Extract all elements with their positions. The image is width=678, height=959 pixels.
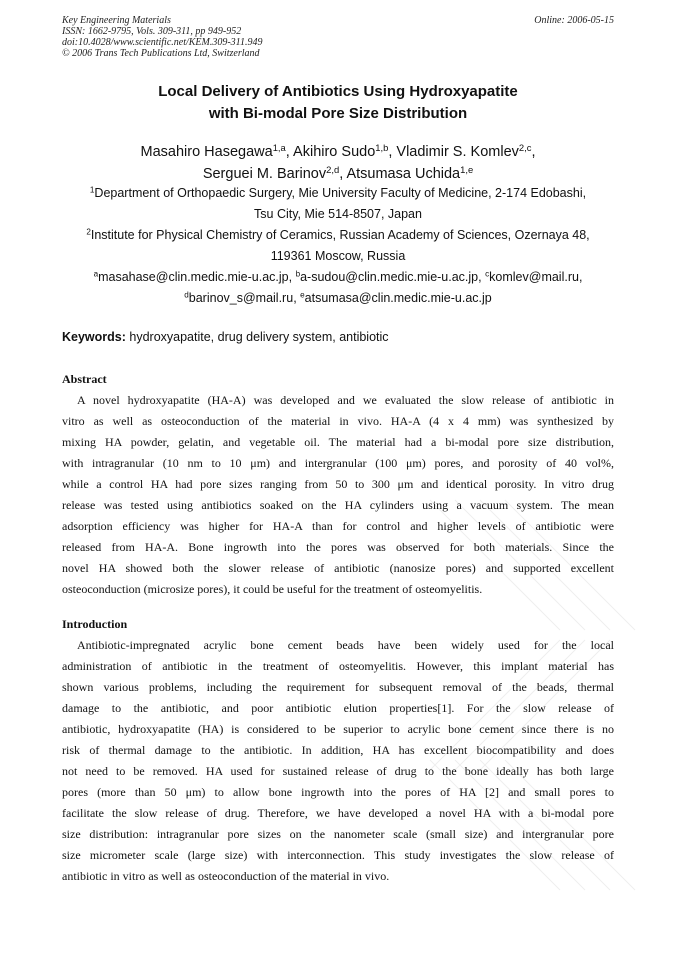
title-line-1: Local Delivery of Antibiotics Using Hydroxyapatite	[158, 83, 518, 100]
author-affil-sup: 2,d	[326, 163, 340, 175]
author-affil-sup: 1,b	[375, 141, 389, 153]
introduction-line: antibiotic, hydroxyapatite (HA) is considered to be superior to acrylic bone cement since there is no	[62, 722, 614, 736]
affiliation-2	[62, 225, 614, 246]
email-separator: ,	[578, 270, 583, 284]
author-list	[62, 141, 614, 185]
email-separator: ,	[478, 270, 486, 284]
author-affil-sup: 1,a	[272, 141, 286, 153]
journal-header	[62, 15, 262, 59]
author-name: Atsumasa Uchida	[346, 166, 461, 182]
doi-line: doi:10.4028/www.scientific.net/KEM.309-311.949	[62, 37, 263, 48]
abstract-line: adsorption efficiency was higher for HA-A than for control and higher levels of antibiotic were	[62, 519, 614, 533]
introduction-heading: Introduction	[62, 617, 128, 631]
email-line-2	[62, 288, 614, 309]
email-sup: d	[184, 290, 189, 300]
author-separator: ,	[531, 144, 536, 160]
email-sup: e	[300, 290, 305, 300]
abstract-line: mixing HA powder, gelatin, and vegetable oil. The material had a bi-modal pore size distribution,	[62, 435, 614, 449]
abstract-heading: Abstract	[62, 372, 107, 386]
introduction-section	[62, 614, 614, 887]
affiliation-1	[62, 183, 614, 204]
affiliation-sup: 2	[86, 227, 91, 237]
paper-title	[62, 81, 614, 125]
journal-name: Key Engineering Materials	[62, 15, 171, 26]
abstract-line: A novel hydroxyapatite (HA-A) was developed and we evaluated the slow release of antibiotic in	[77, 393, 614, 407]
affiliation-text: Department of Orthopaedic Surgery, Mie University Faculty of Medicine, 2-174 Edobashi,	[94, 186, 587, 200]
affiliation-1-cont: Tsu City, Mie 514-8507, Japan	[254, 207, 422, 221]
email-separator: ,	[293, 291, 301, 305]
author-separator: ,	[285, 144, 294, 160]
author-line-1	[62, 141, 614, 163]
author-name: Masahiro Hasegawa	[140, 144, 273, 160]
abstract-line: released from HA-A. Bone ingrowth into the pores was observed for both materials. Since the	[62, 540, 614, 554]
keywords-text: hydroxyapatite, drug delivery system, antibiotic	[125, 330, 389, 344]
affiliation-sup: 1	[89, 185, 95, 195]
title-line-2: with Bi-modal Pore Size Distribution	[208, 105, 468, 122]
author-affil-sup: 1,e	[460, 163, 474, 175]
introduction-line: pores (more than 50 μm) to allow bone ingrowth into the pores of HA [2] and small pores to	[62, 785, 614, 799]
abstract-line: vitro as well as osteoconduction of the material in vivo. HA-A (4 x 4 mm) was synthesized by	[62, 414, 614, 428]
email-sup: a	[93, 269, 99, 279]
abstract-line: osteoconduction (microsize pores), it could be useful for the treatment of osteomyelitis.	[62, 582, 483, 596]
author-separator: ,	[388, 144, 397, 160]
author-separator: ,	[339, 166, 347, 182]
introduction-line: not need to be removed. HA used for sustained release of drug to the bone ideally has both large	[62, 764, 614, 778]
abstract-line: with intragranular (10 nm to 10 μm) and intergranular (100 μm) pores, and porosity of 40 vol%,	[62, 456, 614, 470]
introduction-line: risk of thermal damage to the antibiotic. In addition, HA has excellent biocompatibility and does	[62, 743, 614, 757]
introduction-line: shown various problems, including the requirement for subsequent removal of the beads, thermal	[62, 680, 614, 694]
email-address[interactable]: komlev@mail.ru	[489, 270, 579, 284]
author-name: Serguei M. Barinov	[202, 166, 327, 182]
email-address[interactable]: barinov_s@mail.ru	[188, 291, 294, 305]
abstract-section	[62, 369, 614, 600]
abstract-line: release was tested using antibiotics soaked on the HA cylinders using a vacuum system. The mean	[62, 498, 614, 512]
author-affil-sup: 2,c	[518, 141, 532, 153]
introduction-line: Antibiotic-impregnated acrylic bone cement beads have been widely used for the local	[77, 638, 614, 652]
introduction-line: size distribution: intragranular pore sizes on the nanometer scale (small size) and intergranular pore	[62, 827, 614, 841]
introduction-line: administration of antibiotic in the treatment of osteomyelitis. However, this implant material has	[62, 659, 614, 673]
email-address[interactable]: a-sudou@clin.medic.mie-u.ac.jp	[300, 270, 479, 284]
issn-line: ISSN: 1662-9795, Vols. 309-311, pp 949-952	[62, 26, 242, 37]
email-address[interactable]: masahase@clin.medic.mie-u.ac.jp	[98, 270, 289, 284]
keywords-label: Keywords:	[62, 330, 126, 344]
introduction-body	[62, 635, 614, 887]
abstract-line: while a control HA had pore sizes ranging from 50 to 300 μm and identical porosity. In vitro drug	[62, 477, 614, 491]
online-date: Online: 2006-05-15	[534, 15, 614, 26]
abstract-line: novel HA showed both the slower release of antibiotic (nanosize pores) and supported excellent	[62, 561, 614, 575]
affiliations	[62, 183, 614, 309]
abstract-body	[62, 390, 614, 600]
copyright-line: © 2006 Trans Tech Publications Ltd, Switzerland	[62, 48, 260, 59]
author-name: Akihiro Sudo	[293, 144, 376, 160]
keywords	[62, 327, 614, 347]
email-sup: b	[295, 269, 301, 279]
introduction-line: facilitate the slow release of drug. Therefore, we have developed a novel HA with a bi-modal pore	[62, 806, 614, 820]
email-sup: c	[485, 269, 490, 279]
introduction-line: damage to the antibiotic, and poor antibiotic elution properties[1]. For the slow release of	[62, 701, 614, 715]
affiliation-text: Institute for Physical Chemistry of Ceramics, Russian Academy of Sciences, Ozernaya 48,	[90, 228, 590, 242]
email-line-1	[62, 267, 614, 288]
introduction-line: size micrometer scale (large size) with interconnection. This study investigates the slow release of	[62, 848, 614, 862]
affiliation-2-cont: 119361 Moscow, Russia	[270, 249, 406, 263]
author-line-2	[62, 163, 614, 185]
email-separator: ,	[288, 270, 296, 284]
email-address[interactable]: atsumasa@clin.medic.mie-u.ac.jp	[304, 291, 492, 305]
author-name: Vladimir S. Komlev	[396, 144, 519, 160]
introduction-line: antibiotic in vitro as well as osteoconduction of the material in vivo.	[62, 869, 390, 883]
